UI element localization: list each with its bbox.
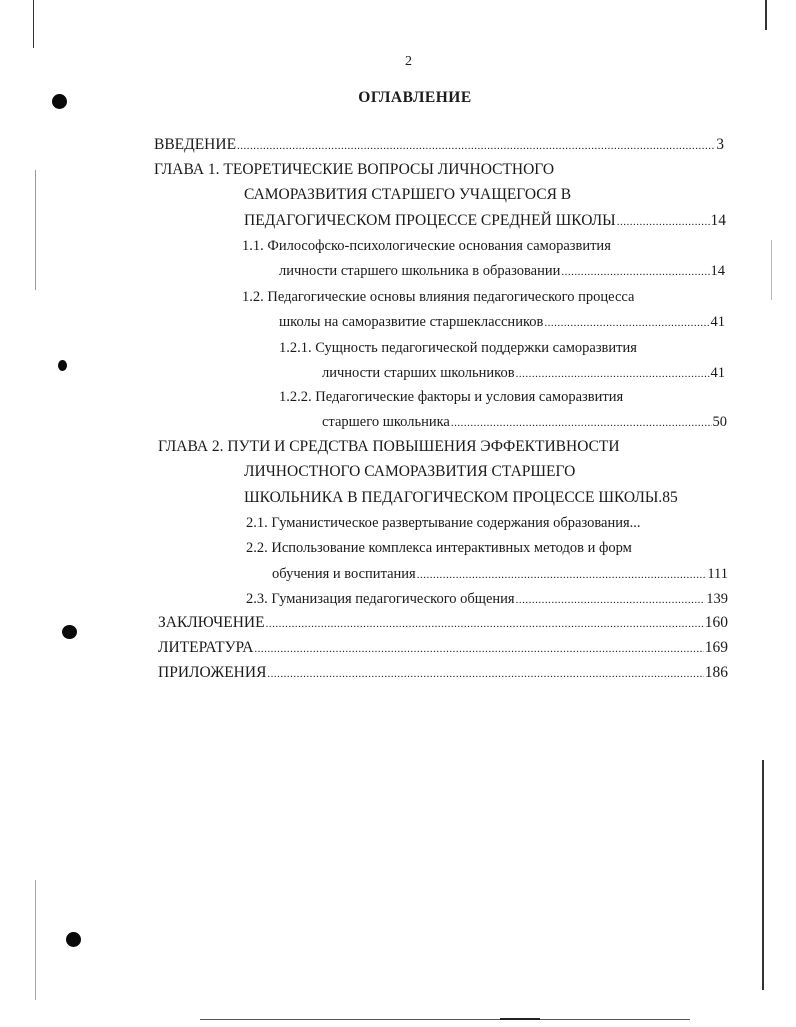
- toc-entry-chapter-2-cont: [244, 462, 575, 482]
- toc-leader-dots: [237, 136, 715, 155]
- toc-entry-text: обучения и воспитания: [272, 566, 416, 582]
- toc-entry-chapter-2-end: [244, 488, 678, 508]
- toc-entry-section-1-2-1[interactable]: [279, 338, 637, 358]
- toc-entry-literature[interactable]: [158, 638, 728, 658]
- toc-entry-section-1-2-1-end: [322, 363, 725, 383]
- toc-entry-text: ПРИЛОЖЕНИЯ: [158, 664, 267, 681]
- toc-leader-dots: [516, 590, 706, 609]
- toc-entry-chapter-1-end: [244, 211, 726, 231]
- toc-leader-dots: [417, 565, 707, 584]
- toc-entry-text: личности старших школьников: [322, 365, 515, 381]
- toc-entry-page: 41: [710, 314, 725, 330]
- toc-entry-section-1-2-end: [279, 312, 725, 332]
- toc-entry-page: 111: [707, 566, 728, 582]
- toc-leader-dots: [254, 639, 703, 658]
- toc-entry-text: 1.2.2. Педагогические факторы и условия саморазвития: [279, 389, 624, 405]
- toc-entry-chapter-2[interactable]: [158, 437, 620, 457]
- toc-entry-text: ЛИТЕРАТУРА: [158, 639, 254, 656]
- toc-entry-text: 1.2.1. Сущность педагогической поддержки саморазвития: [279, 340, 637, 356]
- toc-entry-text: ВВЕДЕНИЕ: [154, 136, 237, 153]
- toc-entry-text: 1.2. Педагогические основы влияния педагогического процесса: [242, 289, 635, 305]
- toc-entry-page: 3: [716, 136, 724, 153]
- toc-entry-appendices[interactable]: [158, 663, 728, 683]
- toc-entry-section-2-2[interactable]: [246, 538, 632, 558]
- toc-entry-page: 41: [710, 365, 725, 381]
- toc-entry-text: ГЛАВА 2. ПУТИ И СРЕДСТВА ПОВЫШЕНИЯ ЭФФЕКТИВНОСТИ: [158, 438, 620, 455]
- toc-entry-introduction[interactable]: [154, 135, 724, 155]
- toc-leader-dots: [561, 262, 709, 281]
- toc-entry-page: 85: [662, 489, 678, 506]
- toc-entry-page: 50: [712, 414, 727, 430]
- toc-entry-text: 1.1. Философско-психологические основания саморазвития: [242, 238, 611, 254]
- toc-leader-dots: [267, 664, 703, 683]
- toc-entry-text: 2.3. Гуманизация педагогического общения: [246, 591, 515, 607]
- toc-entry-section-1-2-2[interactable]: [279, 387, 623, 407]
- toc-entry-page: 139: [706, 591, 728, 607]
- toc-entry-text: САМОРАЗВИТИЯ СТАРШЕГО УЧАЩЕГОСЯ В: [244, 186, 572, 203]
- toc-entry-text: ШКОЛЬНИКА В ПЕДАГОГИЧЕСКОМ ПРОЦЕССЕ ШКОЛЫ.: [244, 489, 663, 506]
- toc-leader-dots: [451, 413, 712, 432]
- toc-entry-section-1-1-end: [279, 261, 725, 281]
- toc-entry-text: ЛИЧНОСТНОГО САМОРАЗВИТИЯ СТАРШЕГО: [244, 463, 576, 480]
- toc-entry-section-1-1[interactable]: [242, 236, 611, 256]
- page-title: ОГЛАВЛЕНИЕ: [358, 89, 472, 106]
- toc-entry-section-1-2[interactable]: [242, 287, 634, 307]
- toc-leader-dots: [544, 313, 709, 332]
- toc-leader-dots: [266, 614, 704, 633]
- toc-entry-conclusion[interactable]: [158, 613, 728, 633]
- toc-entry-page: 14: [710, 263, 725, 279]
- toc-entry-text: школы на саморазвитие старшеклассников: [279, 314, 544, 330]
- toc-entry-text: 2.1. Гуманистическое развертывание содержания образования...: [246, 515, 641, 531]
- toc-entry-text: 2.2. Использование комплекса интерактивных методов и форм: [246, 540, 632, 556]
- toc-entry-page: 160: [704, 614, 728, 631]
- toc-entry-section-2-2-end: [272, 564, 728, 584]
- toc-entry-page: 14: [710, 212, 726, 229]
- toc-entry-chapter-1[interactable]: [154, 160, 554, 180]
- toc-entry-text: ГЛАВА 1. ТЕОРЕТИЧЕСКИЕ ВОПРОСЫ ЛИЧНОСТНОГО: [154, 161, 555, 178]
- toc-leader-dots: [617, 212, 710, 231]
- toc-entry-chapter-1-cont: [244, 185, 571, 205]
- toc-leader-dots: [516, 364, 710, 383]
- toc-entry-section-1-2-2-end: [322, 412, 727, 432]
- toc-entry-page: 186: [704, 664, 728, 681]
- page-number: 2: [405, 54, 412, 69]
- toc-entry-section-2-3[interactable]: [246, 589, 728, 609]
- toc-entry-page: 169: [704, 639, 728, 656]
- toc-entry-text: личности старшего школьника в образовании: [279, 263, 561, 279]
- toc-entry-text: ПЕДАГОГИЧЕСКОМ ПРОЦЕССЕ СРЕДНЕЙ ШКОЛЫ: [244, 212, 616, 229]
- toc-entry-section-2-1[interactable]: [246, 513, 641, 533]
- toc-entry-text: старшего школьника: [322, 414, 450, 430]
- toc-entry-text: ЗАКЛЮЧЕНИЕ: [158, 614, 265, 631]
